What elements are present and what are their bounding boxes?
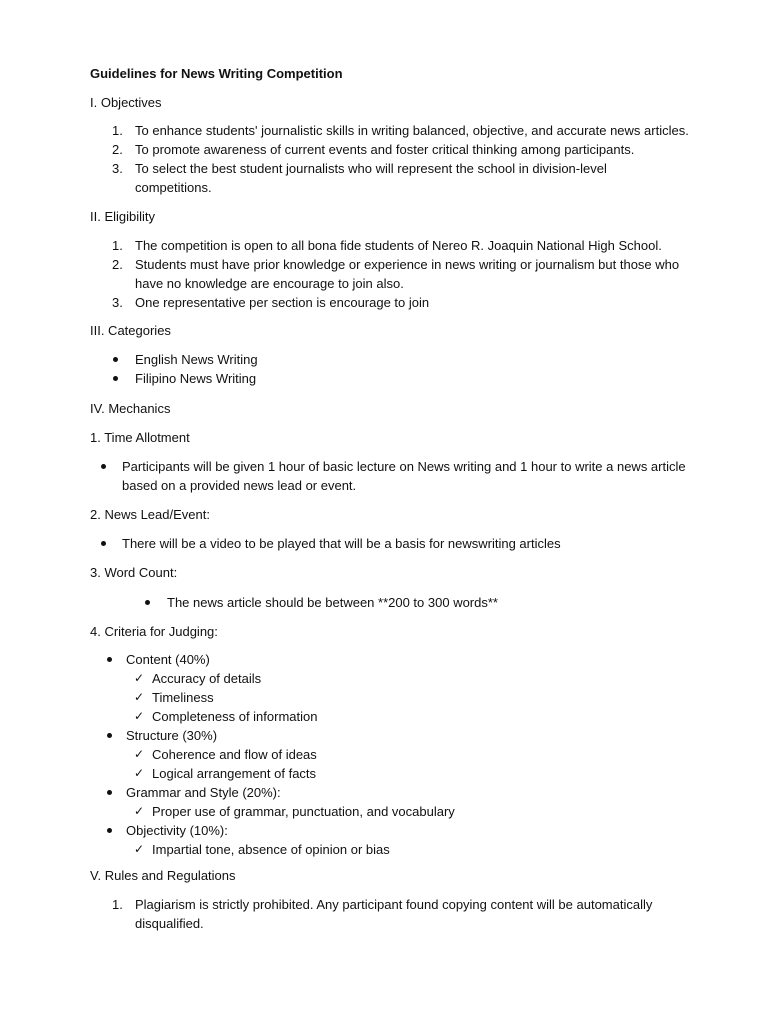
rules-list (90, 895, 708, 933)
list-item: 1. The competition is open to all bona fide students of Nereo R. Joaquin National High School. (112, 238, 662, 253)
news-lead-list (90, 534, 708, 553)
list-item: 2. Students must have prior knowledge or experience in news writing or journalism but those who have no knowledge are encourage to join also. (112, 257, 680, 291)
check-icon: ✓ (134, 766, 145, 780)
criteria-item: Grammar and Style (20%): (90, 783, 708, 802)
list-item: 3. One representative per section is encourage to join (112, 295, 430, 310)
bullet-icon (107, 828, 112, 833)
check-icon: ✓ (134, 709, 145, 723)
list-item: Participants will be given 1 hour of basic lecture on News writing and 1 hour to write a news article based on a provided news lead or event. (90, 457, 708, 495)
list-item: There will be a video to be played that will be a basis for newswriting articles (90, 534, 708, 553)
categories-heading: III. Categories (90, 323, 171, 338)
list-item: The news article should be between **200 to 300 words** (90, 593, 708, 612)
criteria-subitem: ✓ Completeness of information (134, 709, 318, 724)
check-icon: ✓ (134, 690, 145, 704)
bullet-icon (101, 464, 106, 469)
check-icon: ✓ (134, 747, 145, 761)
time-allotment-list (90, 457, 708, 495)
criteria-list (90, 650, 708, 859)
list-item: English News Writing (90, 350, 708, 369)
check-icon: ✓ (134, 842, 145, 856)
document-title: Guidelines for News Writing Competition (90, 66, 343, 81)
eligibility-list (90, 236, 708, 312)
check-icon: ✓ (134, 804, 145, 818)
criteria-heading: 4. Criteria for Judging: (90, 624, 218, 639)
objectives-list (90, 121, 708, 197)
bullet-icon (113, 376, 118, 381)
word-count-heading: 3. Word Count: (90, 565, 178, 580)
list-item: 2. To promote awareness of current events and foster critical thinking among participants. (112, 142, 635, 157)
bullet-icon (101, 541, 106, 546)
categories-list (90, 350, 708, 388)
list-item: 1. Plagiarism is strictly prohibited. Any participant found copying content will be automatically disqualified. (112, 897, 653, 931)
rules-heading: V. Rules and Regulations (90, 868, 236, 883)
bullet-icon (107, 733, 112, 738)
criteria-subitem: ✓ Proper use of grammar, punctuation, and vocabulary (134, 804, 455, 819)
criteria-item: Structure (30%) (90, 726, 708, 745)
news-lead-heading: 2. News Lead/Event: (90, 507, 210, 522)
criteria-subitem: ✓ Impartial tone, absence of opinion or bias (134, 842, 390, 857)
criteria-subitem: ✓ Accuracy of details (134, 671, 262, 686)
list-item: 1. To enhance students' journalistic skills in writing balanced, objective, and accurate news articles. (112, 123, 689, 138)
list-item: Filipino News Writing (90, 369, 708, 388)
criteria-item: Objectivity (10%): (90, 821, 708, 840)
criteria-subitem: ✓ Logical arrangement of facts (134, 766, 317, 781)
criteria-item: Content (40%) (90, 650, 708, 669)
bullet-icon (107, 657, 112, 662)
criteria-subitem: ✓ Timeliness (134, 690, 214, 705)
time-allotment-heading: 1. Time Allotment (90, 430, 190, 445)
eligibility-heading: II. Eligibility (90, 209, 156, 224)
list-item: 3. To select the best student journalists who will represent the school in division-level competitions. (112, 161, 607, 195)
criteria-subitem: ✓ Coherence and flow of ideas (134, 747, 317, 762)
bullet-icon (113, 357, 118, 362)
bullet-icon (145, 600, 150, 605)
objectives-heading: I. Objectives (90, 95, 162, 110)
check-icon: ✓ (134, 671, 145, 685)
bullet-icon (107, 790, 112, 795)
word-count-list (90, 593, 708, 612)
mechanics-heading: IV. Mechanics (90, 401, 171, 416)
